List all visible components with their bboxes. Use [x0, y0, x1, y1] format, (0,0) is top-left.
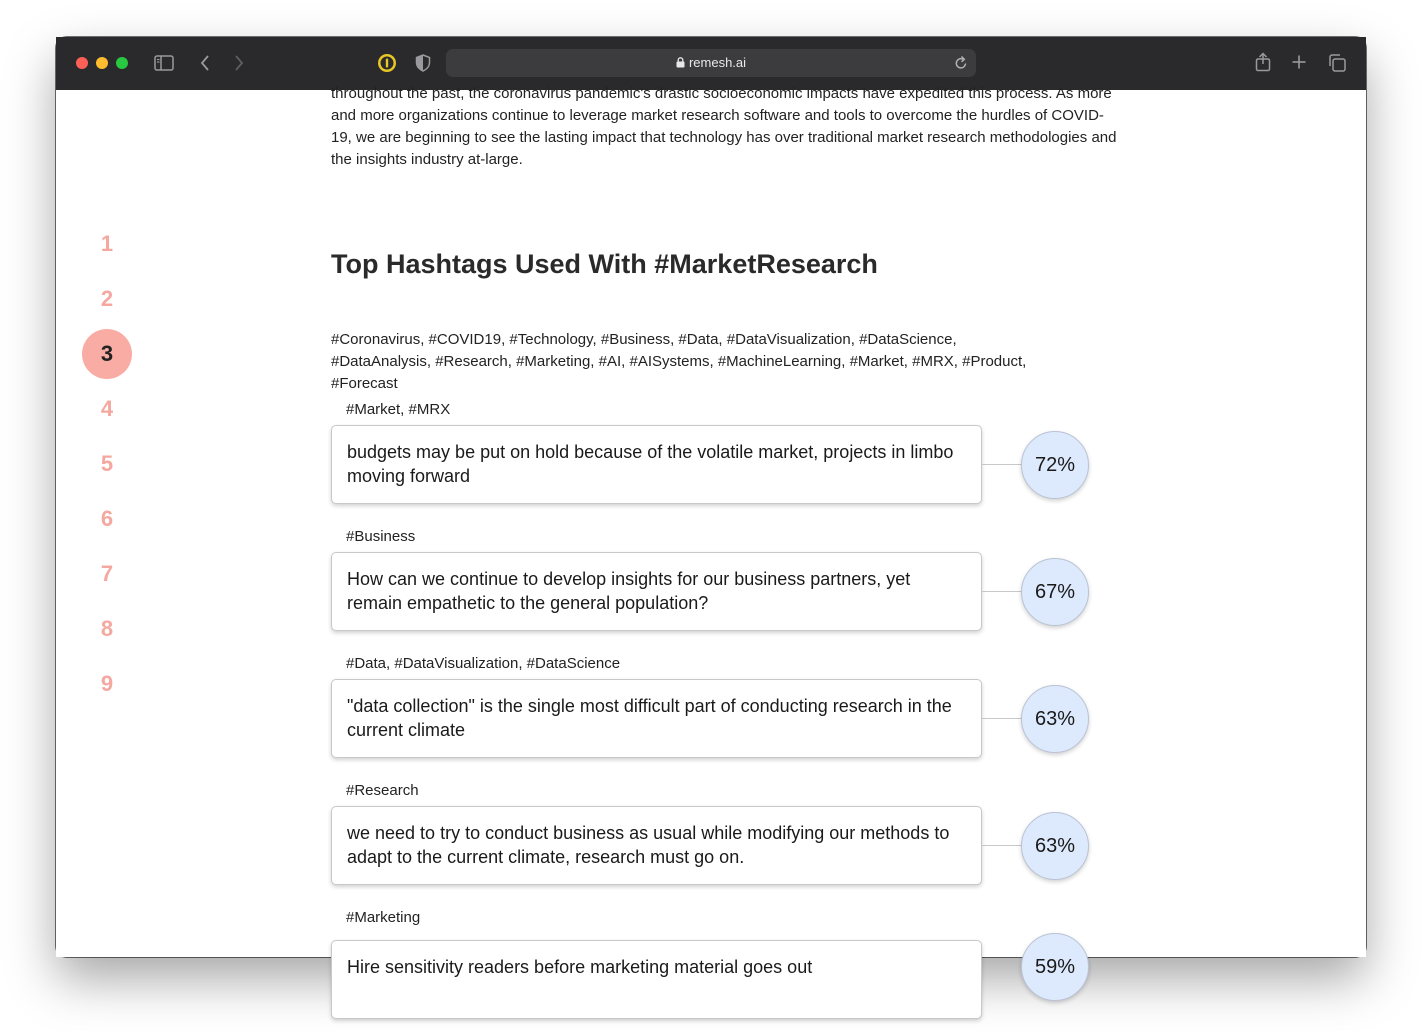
response-card: "data collection" is the single most difficult part of conducting research in the current climate — [331, 679, 982, 758]
response-card: we need to try to conduct business as usual while modifying our methods to adapt to the current climate, research must go on. — [331, 806, 982, 885]
maximize-window-button[interactable] — [116, 57, 128, 69]
response-card: How can we continue to develop insights for our business partners, yet remain empathetic to the general population? — [331, 552, 982, 631]
hashtag-list: #Coronavirus, #COVID19, #Technology, #Business, #Data, #DataVisualization, #DataScience, #DataAnalysis, #Research, #Marketing, #AI, #AISystems, #MachineLearning, #Market, #MRX, #Product, #Forecast — [331, 331, 1027, 392]
card-tag-label: #Research — [346, 782, 419, 799]
sidebar-icon[interactable] — [154, 54, 174, 72]
address-url: remesh.ai — [688, 55, 747, 70]
percent-bubble: 63% — [1021, 812, 1089, 880]
response-card: Hire sensitivity readers before marketing material goes out — [331, 940, 982, 1019]
intro-paragraph: throughout the past, the coronavirus pandemic's drastic socioeconomic impacts have expedited this process. As more and more organizations continue to leverage market research software and tools to overcome the hurdles of COVID-19, we are beginning to see the lasting impact that technology has over traditional market research methodologies and the insights industry at-large. — [331, 85, 1117, 168]
card-tag-label: #Market, #MRX — [346, 401, 451, 418]
chevron-right-icon[interactable] — [233, 54, 245, 72]
minimize-window-button[interactable] — [96, 57, 108, 69]
percent-bubble: 72% — [1021, 431, 1089, 499]
card-connector — [981, 845, 1022, 846]
card-tag-label: #Data, #DataVisualization, #DataScience — [346, 655, 621, 672]
card-tag-label: #Marketing — [346, 909, 421, 926]
percent-bubble: 67% — [1021, 558, 1089, 626]
card-connector — [981, 464, 1022, 465]
reload-icon[interactable] — [954, 55, 968, 76]
section-nav-item-3-active[interactable]: 3 — [82, 329, 132, 379]
percent-bubble: 59% — [1021, 933, 1089, 1001]
address-bar[interactable] — [446, 49, 976, 77]
section-nav-item-5[interactable]: 5 — [100, 451, 114, 476]
percent-bubble: 63% — [1021, 685, 1089, 753]
section-nav-item-2[interactable]: 2 — [100, 286, 114, 311]
section-nav-item-1[interactable]: 1 — [100, 231, 114, 256]
section-nav-item-8[interactable]: 8 — [100, 616, 114, 641]
section-nav-item-6[interactable]: 6 — [100, 506, 114, 531]
chevron-left-icon[interactable] — [199, 54, 211, 72]
shield-icon[interactable] — [415, 54, 431, 72]
lock-icon — [676, 50, 685, 78]
section-heading: Top Hashtags Used With #MarketResearch — [331, 249, 878, 279]
card-connector — [981, 591, 1022, 592]
browser-window — [56, 37, 1366, 978]
password-manager-icon[interactable] — [377, 53, 397, 73]
page-content — [56, 85, 1366, 978]
section-nav-item-7[interactable]: 7 — [100, 561, 114, 586]
card-connector — [981, 718, 1022, 719]
response-card: budgets may be put on hold because of the volatile market, projects in limbo moving forward — [331, 425, 982, 504]
section-nav-item-9[interactable]: 9 — [100, 671, 114, 696]
share-icon[interactable] — [1254, 52, 1272, 72]
section-nav-item-4[interactable]: 4 — [100, 396, 114, 421]
tabs-overview-icon[interactable] — [1327, 53, 1347, 73]
plus-icon[interactable] — [1291, 54, 1307, 70]
card-tag-label: #Business — [346, 528, 416, 545]
close-window-button[interactable] — [76, 57, 88, 69]
